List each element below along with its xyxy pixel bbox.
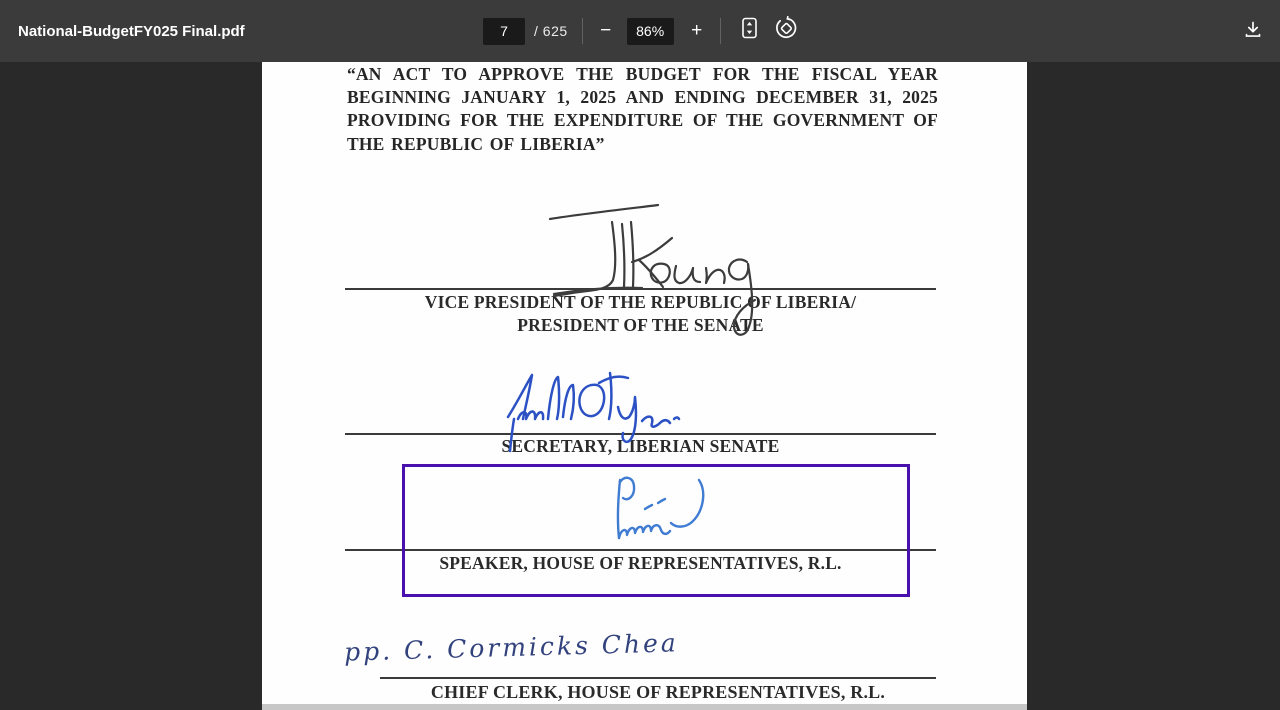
act-heading-line: “AN ACT TO APPROVE THE BUDGET FOR THE FISCAL YEAR	[347, 64, 938, 84]
page-scan-edge	[262, 704, 1027, 710]
act-heading	[347, 63, 938, 156]
chief-clerk-title: CHIEF CLERK, HOUSE OF REPRESENTATIVES, R.L.	[430, 682, 886, 702]
toolbar-controls	[483, 0, 799, 62]
rotate-icon	[774, 16, 798, 46]
vice-president-signature	[542, 200, 782, 340]
act-heading-line: BEGINNING JANUARY 1, 2025 AND ENDING DECEMBER 31, 2025	[347, 87, 938, 108]
chief-clerk-handwritten-name: pp. C. Cormicks Chea	[343, 628, 680, 667]
speaker-signature	[598, 470, 718, 560]
toolbar-divider	[720, 18, 721, 44]
vice-president-title: VICE PRESIDENT OF THE REPUBLIC OF LIBERIA/	[424, 292, 857, 312]
secretary-title: SECRETARY, LIBERIAN SENATE	[501, 436, 780, 456]
download-icon	[1243, 20, 1263, 43]
pdf-viewer-canvas[interactable]	[0, 62, 1280, 710]
act-heading-line: PROVIDING FOR THE EXPENDITURE OF THE GOVERNMENT OF	[347, 110, 938, 131]
document-title: National-BudgetFY025 Final.pdf	[18, 22, 245, 40]
secretary-signature	[502, 367, 687, 467]
act-heading-line: THE REPUBLIC OF LIBERIA”	[347, 133, 605, 154]
fit-to-page-icon	[740, 16, 759, 46]
toolbar-divider	[582, 18, 583, 44]
fit-to-page-button[interactable]	[737, 16, 763, 46]
zoom-level-indicator[interactable]: 86%	[627, 18, 674, 45]
zoom-out-button[interactable]: −	[593, 16, 619, 46]
rotate-button[interactable]	[773, 16, 799, 46]
pdf-toolbar	[0, 0, 1280, 62]
page-number-input[interactable]	[483, 18, 525, 45]
senate-president-title: PRESIDENT OF THE SENATE	[517, 315, 764, 335]
download-button[interactable]	[1238, 16, 1268, 46]
page-count-label: / 625	[534, 23, 568, 39]
speaker-title: SPEAKER, HOUSE OF REPRESENTATIVES, R.L.	[439, 553, 842, 573]
signature-line	[380, 677, 936, 679]
zoom-in-button[interactable]: +	[684, 16, 710, 46]
pdf-page[interactable]	[262, 62, 1027, 710]
